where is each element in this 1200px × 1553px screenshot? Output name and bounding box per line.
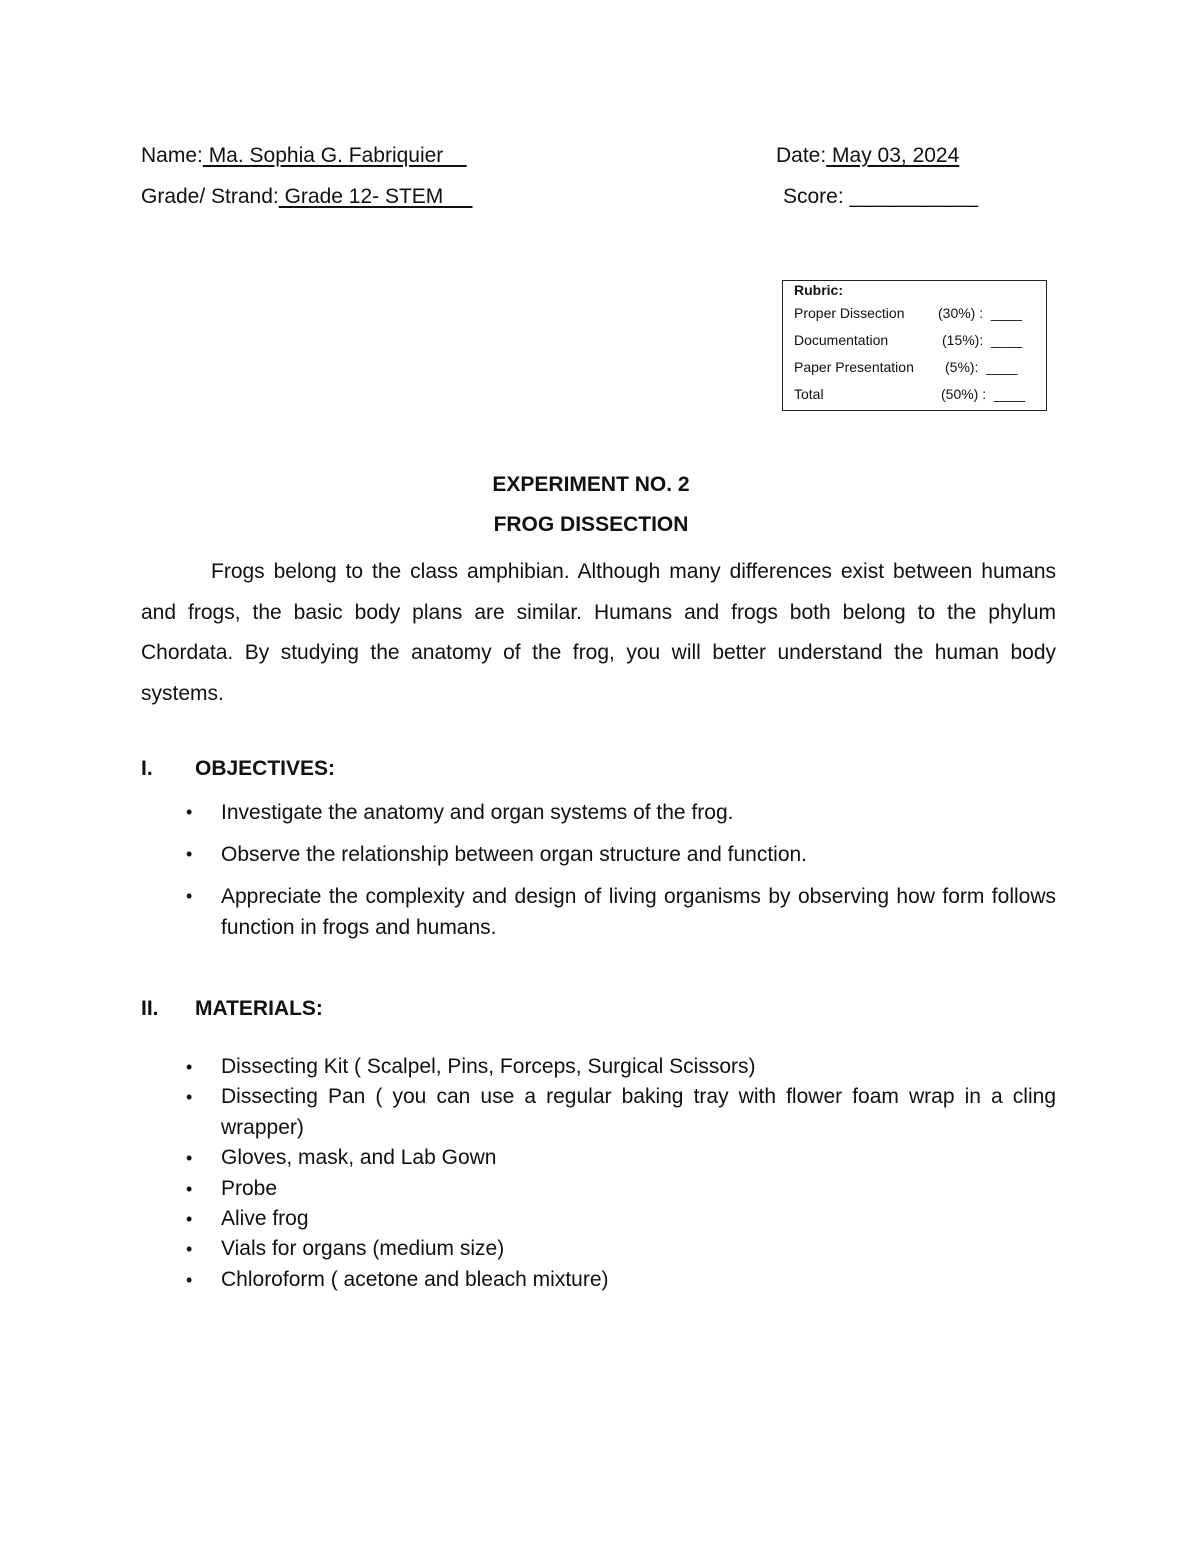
bullet-icon: • [186, 802, 193, 822]
materials-heading [141, 995, 323, 1023]
name-value: Ma. Sophia G. Fabriquier [202, 144, 467, 167]
score-field [783, 183, 978, 211]
name-label: Name: [141, 144, 203, 167]
rubric-score: (50%) : ____ [941, 386, 1026, 402]
grade-value: Grade 12- STEM [278, 185, 473, 208]
bullet-icon: • [186, 1148, 193, 1169]
date-value: May 03, 2024 [826, 144, 960, 167]
bullet-icon: • [186, 1269, 193, 1290]
section-number: I. [141, 757, 153, 780]
list-item-text: Alive frog [221, 1207, 309, 1231]
list-item [186, 1265, 1056, 1295]
intro-text: Frogs belong to the class amphibian. Although many differences exist between humans and frogs, the basic body plans are similar. Humans and frogs both belong to the phylum Chordata. By studying the anatomy of the frog, you will better understand the human body systems. [141, 560, 1056, 706]
materials-list [186, 1052, 1056, 1295]
list-item [186, 881, 1056, 943]
rubric-title: Rubric: [794, 282, 843, 298]
list-item-text: Gloves, mask, and Lab Gown [221, 1146, 497, 1170]
topic-title: FROG DISSECTION [493, 513, 689, 536]
bullet-icon: • [186, 1209, 193, 1230]
list-item-text: Probe [221, 1176, 278, 1200]
list-item [186, 1082, 1056, 1143]
score-blank: ___________ [849, 185, 979, 208]
grade-label: Grade/ Strand: [141, 185, 279, 208]
list-item [186, 1174, 1056, 1204]
rubric-row [794, 300, 1046, 327]
list-item [186, 1234, 1056, 1264]
rubric-label: Proper Dissection [794, 305, 905, 321]
list-item-text: Investigate the anatomy and organ systems of the frog. [221, 801, 734, 824]
list-item-text: Dissecting Kit ( Scalpel, Pins, Forceps, Surgical Scissors) [221, 1055, 756, 1078]
intro-paragraph [141, 552, 1056, 715]
grade-strand-field [141, 183, 472, 211]
rubric-row [794, 381, 1046, 408]
list-item [186, 1204, 1056, 1234]
bullet-icon: • [186, 844, 193, 864]
list-item [186, 1052, 1056, 1082]
bullet-icon: • [186, 1239, 193, 1260]
rubric-row [794, 354, 1046, 381]
list-item-text: Observe the relationship between organ structure and function. [221, 843, 808, 866]
rubric-label: Total [794, 386, 824, 402]
objectives-heading [141, 755, 335, 783]
score-label: Score: [783, 185, 850, 208]
bullet-icon: • [186, 886, 193, 906]
list-item-text: Dissecting Pan ( you can use a regular baking tray with flower foam wrap in a cling wrapper) [221, 1085, 1056, 1139]
rubric-box [782, 280, 1047, 411]
bullet-icon: • [186, 1057, 193, 1077]
objectives-list [186, 797, 1056, 954]
list-item [186, 1143, 1056, 1173]
list-item [186, 797, 1056, 828]
list-item [186, 839, 1056, 870]
rubric-row [794, 327, 1046, 354]
rubric-score: (15%): ____ [942, 332, 1023, 348]
experiment-title: EXPERIMENT NO. 2 [492, 473, 690, 496]
rubric-score: (30%) : ____ [938, 305, 1023, 321]
date-label: Date: [776, 144, 827, 167]
rubric-score: (5%): ____ [945, 359, 1018, 375]
bullet-icon: • [186, 1178, 193, 1199]
rubric-label: Paper Presentation [794, 359, 914, 375]
section-title: MATERIALS: [195, 997, 323, 1020]
list-item-text: Vials for organs (medium size) [221, 1237, 505, 1261]
section-number: II. [141, 997, 159, 1020]
rubric-label: Documentation [794, 332, 889, 348]
bullet-icon: • [186, 1087, 193, 1108]
list-item-text: Appreciate the complexity and design of living organisms by observing how form follows function in frogs and humans. [221, 885, 1056, 939]
section-title: OBJECTIVES: [195, 757, 336, 780]
name-field [141, 142, 467, 170]
date-field [776, 142, 959, 170]
list-item-text: Chloroform ( acetone and bleach mixture) [221, 1267, 609, 1291]
